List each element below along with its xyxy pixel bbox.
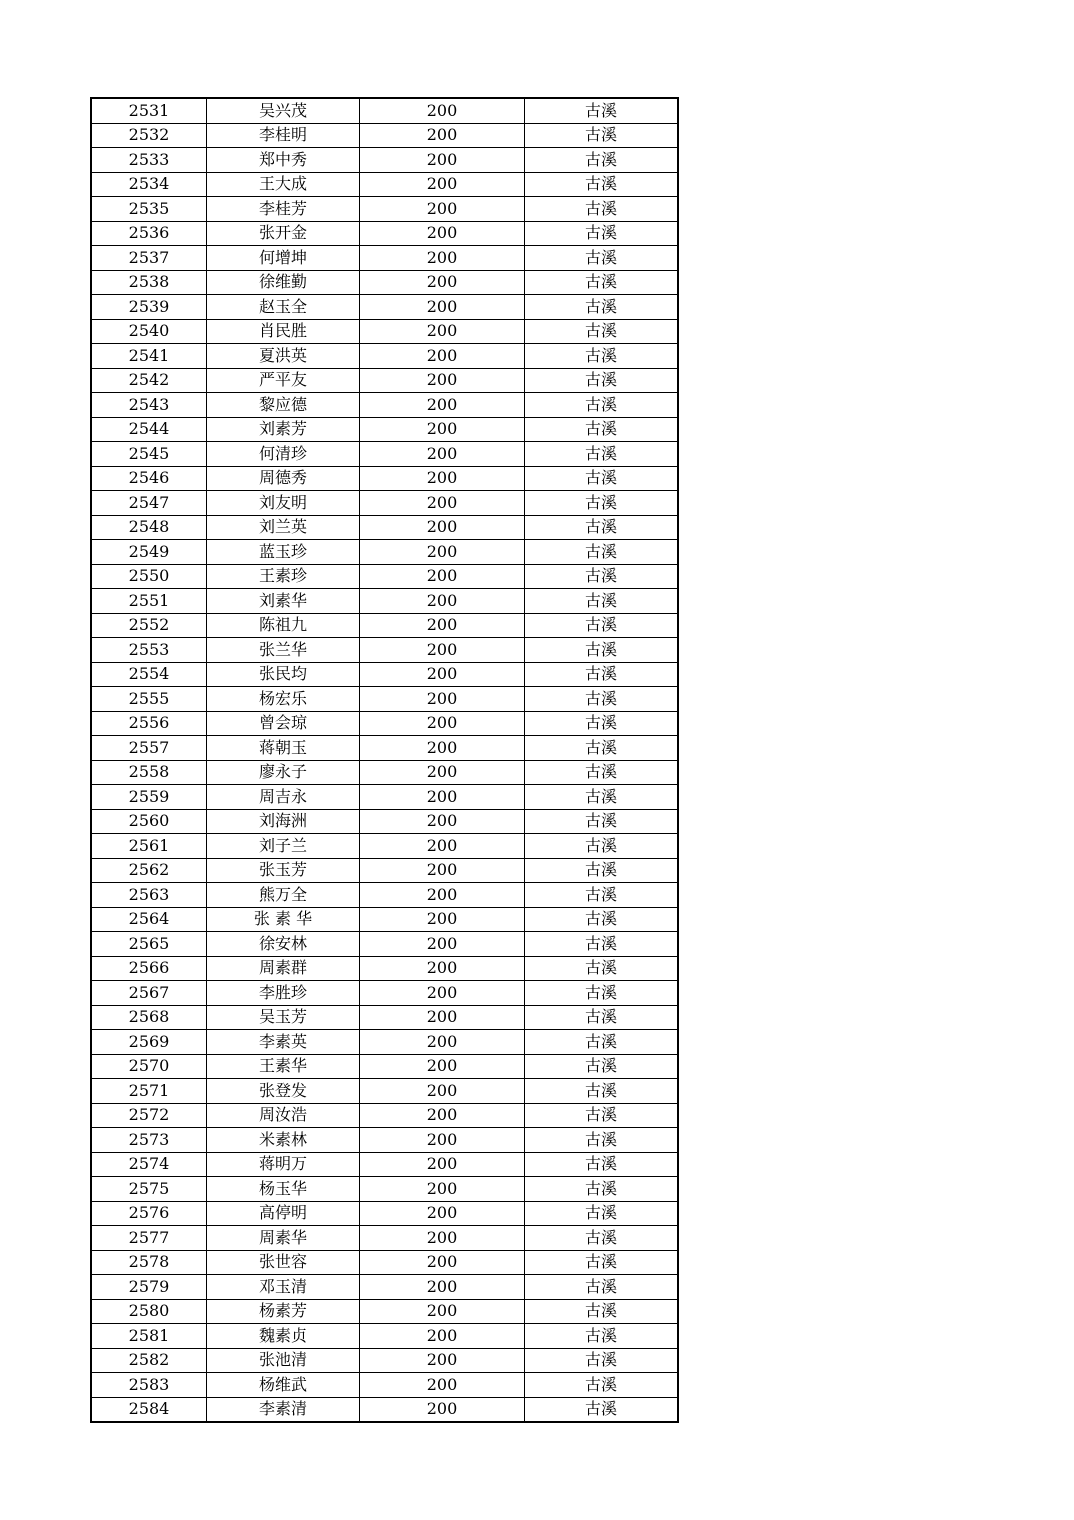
name-cell: 徐安林 xyxy=(207,932,360,957)
place-cell: 古溪 xyxy=(525,907,679,932)
row-number-cell: 2573 xyxy=(91,1128,207,1153)
row-number-cell: 2565 xyxy=(91,932,207,957)
amount-cell: 200 xyxy=(360,760,525,785)
amount-cell: 200 xyxy=(360,148,525,173)
table-body xyxy=(91,98,678,1422)
row-number-cell: 2536 xyxy=(91,221,207,246)
name-cell: 刘素芳 xyxy=(207,417,360,442)
place-cell: 古溪 xyxy=(525,148,679,173)
table-row xyxy=(91,515,678,540)
name-cell: 曾会琼 xyxy=(207,711,360,736)
place-cell: 古溪 xyxy=(525,1275,679,1300)
place-cell: 古溪 xyxy=(525,638,679,663)
amount-cell: 200 xyxy=(360,956,525,981)
table-row xyxy=(91,123,678,148)
name-cell: 刘子兰 xyxy=(207,834,360,859)
amount-cell: 200 xyxy=(360,491,525,516)
place-cell: 古溪 xyxy=(525,1226,679,1251)
amount-cell: 200 xyxy=(360,1054,525,1079)
table-row xyxy=(91,662,678,687)
amount-cell: 200 xyxy=(360,1324,525,1349)
name-cell: 杨玉华 xyxy=(207,1177,360,1202)
name-cell: 徐维勤 xyxy=(207,270,360,295)
place-cell: 古溪 xyxy=(525,1030,679,1055)
row-number-cell: 2554 xyxy=(91,662,207,687)
row-number-cell: 2542 xyxy=(91,368,207,393)
table-row xyxy=(91,687,678,712)
amount-cell: 200 xyxy=(360,344,525,369)
place-cell: 古溪 xyxy=(525,711,679,736)
table-row xyxy=(91,417,678,442)
place-cell: 古溪 xyxy=(525,858,679,883)
place-cell: 古溪 xyxy=(525,1201,679,1226)
amount-cell: 200 xyxy=(360,515,525,540)
place-cell: 古溪 xyxy=(525,393,679,418)
row-number-cell: 2552 xyxy=(91,613,207,638)
row-number-cell: 2571 xyxy=(91,1079,207,1104)
name-cell: 刘兰英 xyxy=(207,515,360,540)
amount-cell: 200 xyxy=(360,466,525,491)
name-cell: 周吉永 xyxy=(207,785,360,810)
place-cell: 古溪 xyxy=(525,1103,679,1128)
amount-cell: 200 xyxy=(360,1397,525,1422)
name-cell: 张世容 xyxy=(207,1250,360,1275)
table-row xyxy=(91,1373,678,1398)
table-row xyxy=(91,540,678,565)
name-cell: 魏素贞 xyxy=(207,1324,360,1349)
place-cell: 古溪 xyxy=(525,687,679,712)
table-row xyxy=(91,1324,678,1349)
amount-cell: 200 xyxy=(360,1128,525,1153)
name-cell: 蒋朝玉 xyxy=(207,736,360,761)
row-number-cell: 2549 xyxy=(91,540,207,565)
place-cell: 古溪 xyxy=(525,466,679,491)
row-number-cell: 2575 xyxy=(91,1177,207,1202)
place-cell: 古溪 xyxy=(525,1299,679,1324)
row-number-cell: 2569 xyxy=(91,1030,207,1055)
name-cell: 周汝浩 xyxy=(207,1103,360,1128)
name-cell: 米素林 xyxy=(207,1128,360,1153)
place-cell: 古溪 xyxy=(525,1348,679,1373)
table-row xyxy=(91,932,678,957)
row-number-cell: 2531 xyxy=(91,98,207,123)
row-number-cell: 2538 xyxy=(91,270,207,295)
row-number-cell: 2541 xyxy=(91,344,207,369)
amount-cell: 200 xyxy=(360,589,525,614)
amount-cell: 200 xyxy=(360,1250,525,1275)
name-cell: 吴玉芳 xyxy=(207,1005,360,1030)
table-row xyxy=(91,760,678,785)
amount-cell: 200 xyxy=(360,1103,525,1128)
amount-cell: 200 xyxy=(360,1373,525,1398)
amount-cell: 200 xyxy=(360,1226,525,1251)
table-row xyxy=(91,1250,678,1275)
row-number-cell: 2561 xyxy=(91,834,207,859)
row-number-cell: 2574 xyxy=(91,1152,207,1177)
table-row xyxy=(91,1054,678,1079)
name-cell: 李桂芳 xyxy=(207,197,360,222)
table-row xyxy=(91,491,678,516)
table-row xyxy=(91,466,678,491)
row-number-cell: 2568 xyxy=(91,1005,207,1030)
table-row xyxy=(91,98,678,123)
place-cell: 古溪 xyxy=(525,1054,679,1079)
row-number-cell: 2579 xyxy=(91,1275,207,1300)
table-row xyxy=(91,148,678,173)
row-number-cell: 2581 xyxy=(91,1324,207,1349)
place-cell: 古溪 xyxy=(525,270,679,295)
amount-cell: 200 xyxy=(360,98,525,123)
place-cell: 古溪 xyxy=(525,1152,679,1177)
name-cell: 高停明 xyxy=(207,1201,360,1226)
table-row xyxy=(91,736,678,761)
row-number-cell: 2539 xyxy=(91,295,207,320)
amount-cell: 200 xyxy=(360,613,525,638)
row-number-cell: 2547 xyxy=(91,491,207,516)
name-cell: 张 素 华 xyxy=(207,907,360,932)
table-row xyxy=(91,172,678,197)
name-cell: 刘海洲 xyxy=(207,809,360,834)
place-cell: 古溪 xyxy=(525,1079,679,1104)
table-row xyxy=(91,1128,678,1153)
amount-cell: 200 xyxy=(360,981,525,1006)
amount-cell: 200 xyxy=(360,368,525,393)
table-row xyxy=(91,368,678,393)
place-cell: 古溪 xyxy=(525,956,679,981)
amount-cell: 200 xyxy=(360,638,525,663)
amount-cell: 200 xyxy=(360,834,525,859)
amount-cell: 200 xyxy=(360,319,525,344)
place-cell: 古溪 xyxy=(525,515,679,540)
table-row xyxy=(91,1348,678,1373)
table-row xyxy=(91,246,678,271)
row-number-cell: 2578 xyxy=(91,1250,207,1275)
row-number-cell: 2562 xyxy=(91,858,207,883)
place-cell: 古溪 xyxy=(525,98,679,123)
row-number-cell: 2543 xyxy=(91,393,207,418)
name-cell: 黎应德 xyxy=(207,393,360,418)
amount-cell: 200 xyxy=(360,1030,525,1055)
name-cell: 蓝玉珍 xyxy=(207,540,360,565)
row-number-cell: 2544 xyxy=(91,417,207,442)
name-cell: 周素华 xyxy=(207,1226,360,1251)
name-cell: 夏洪英 xyxy=(207,344,360,369)
amount-cell: 200 xyxy=(360,858,525,883)
row-number-cell: 2580 xyxy=(91,1299,207,1324)
place-cell: 古溪 xyxy=(525,662,679,687)
amount-cell: 200 xyxy=(360,932,525,957)
amount-cell: 200 xyxy=(360,442,525,467)
data-table xyxy=(90,97,679,1423)
name-cell: 张民均 xyxy=(207,662,360,687)
row-number-cell: 2566 xyxy=(91,956,207,981)
name-cell: 陈祖九 xyxy=(207,613,360,638)
row-number-cell: 2560 xyxy=(91,809,207,834)
table-row xyxy=(91,785,678,810)
place-cell: 古溪 xyxy=(525,295,679,320)
amount-cell: 200 xyxy=(360,1348,525,1373)
place-cell: 古溪 xyxy=(525,932,679,957)
place-cell: 古溪 xyxy=(525,319,679,344)
name-cell: 李桂明 xyxy=(207,123,360,148)
table-row xyxy=(91,197,678,222)
table-row xyxy=(91,981,678,1006)
row-number-cell: 2557 xyxy=(91,736,207,761)
table-row xyxy=(91,613,678,638)
place-cell: 古溪 xyxy=(525,221,679,246)
place-cell: 古溪 xyxy=(525,589,679,614)
table-row xyxy=(91,1005,678,1030)
table-row xyxy=(91,809,678,834)
row-number-cell: 2550 xyxy=(91,564,207,589)
table-row xyxy=(91,1030,678,1055)
table-row xyxy=(91,442,678,467)
amount-cell: 200 xyxy=(360,711,525,736)
name-cell: 何增坤 xyxy=(207,246,360,271)
name-cell: 赵玉全 xyxy=(207,295,360,320)
table-row xyxy=(91,221,678,246)
table-row xyxy=(91,858,678,883)
row-number-cell: 2559 xyxy=(91,785,207,810)
row-number-cell: 2572 xyxy=(91,1103,207,1128)
table-row xyxy=(91,638,678,663)
amount-cell: 200 xyxy=(360,809,525,834)
place-cell: 古溪 xyxy=(525,442,679,467)
place-cell: 古溪 xyxy=(525,246,679,271)
name-cell: 熊万全 xyxy=(207,883,360,908)
amount-cell: 200 xyxy=(360,1177,525,1202)
row-number-cell: 2546 xyxy=(91,466,207,491)
amount-cell: 200 xyxy=(360,687,525,712)
name-cell: 张开金 xyxy=(207,221,360,246)
name-cell: 肖民胜 xyxy=(207,319,360,344)
amount-cell: 200 xyxy=(360,393,525,418)
name-cell: 蒋明万 xyxy=(207,1152,360,1177)
place-cell: 古溪 xyxy=(525,834,679,859)
name-cell: 周素群 xyxy=(207,956,360,981)
table-row xyxy=(91,1226,678,1251)
table-row xyxy=(91,319,678,344)
name-cell: 张池清 xyxy=(207,1348,360,1373)
amount-cell: 200 xyxy=(360,123,525,148)
name-cell: 张玉芳 xyxy=(207,858,360,883)
table-row xyxy=(91,711,678,736)
amount-cell: 200 xyxy=(360,246,525,271)
row-number-cell: 2533 xyxy=(91,148,207,173)
place-cell: 古溪 xyxy=(525,172,679,197)
row-number-cell: 2576 xyxy=(91,1201,207,1226)
place-cell: 古溪 xyxy=(525,123,679,148)
amount-cell: 200 xyxy=(360,564,525,589)
amount-cell: 200 xyxy=(360,270,525,295)
place-cell: 古溪 xyxy=(525,785,679,810)
table-row xyxy=(91,1079,678,1104)
table-row xyxy=(91,589,678,614)
name-cell: 张登发 xyxy=(207,1079,360,1104)
amount-cell: 200 xyxy=(360,1201,525,1226)
amount-cell: 200 xyxy=(360,1299,525,1324)
amount-cell: 200 xyxy=(360,1005,525,1030)
table-row xyxy=(91,1201,678,1226)
row-number-cell: 2555 xyxy=(91,687,207,712)
table-row xyxy=(91,956,678,981)
place-cell: 古溪 xyxy=(525,981,679,1006)
table-row xyxy=(91,344,678,369)
name-cell: 邓玉清 xyxy=(207,1275,360,1300)
row-number-cell: 2553 xyxy=(91,638,207,663)
amount-cell: 200 xyxy=(360,295,525,320)
amount-cell: 200 xyxy=(360,417,525,442)
amount-cell: 200 xyxy=(360,736,525,761)
name-cell: 杨维武 xyxy=(207,1373,360,1398)
name-cell: 周德秀 xyxy=(207,466,360,491)
amount-cell: 200 xyxy=(360,1079,525,1104)
table-row xyxy=(91,1275,678,1300)
amount-cell: 200 xyxy=(360,221,525,246)
name-cell: 王大成 xyxy=(207,172,360,197)
place-cell: 古溪 xyxy=(525,564,679,589)
table-row xyxy=(91,295,678,320)
table-row xyxy=(91,834,678,859)
table-row xyxy=(91,1103,678,1128)
name-cell: 严平友 xyxy=(207,368,360,393)
name-cell: 李素清 xyxy=(207,1397,360,1422)
row-number-cell: 2577 xyxy=(91,1226,207,1251)
place-cell: 古溪 xyxy=(525,417,679,442)
table-row xyxy=(91,1152,678,1177)
amount-cell: 200 xyxy=(360,172,525,197)
row-number-cell: 2563 xyxy=(91,883,207,908)
row-number-cell: 2558 xyxy=(91,760,207,785)
place-cell: 古溪 xyxy=(525,1250,679,1275)
amount-cell: 200 xyxy=(360,540,525,565)
row-number-cell: 2564 xyxy=(91,907,207,932)
row-number-cell: 2540 xyxy=(91,319,207,344)
place-cell: 古溪 xyxy=(525,197,679,222)
row-number-cell: 2534 xyxy=(91,172,207,197)
name-cell: 李素英 xyxy=(207,1030,360,1055)
row-number-cell: 2570 xyxy=(91,1054,207,1079)
table-row xyxy=(91,907,678,932)
row-number-cell: 2567 xyxy=(91,981,207,1006)
amount-cell: 200 xyxy=(360,907,525,932)
name-cell: 廖永子 xyxy=(207,760,360,785)
amount-cell: 200 xyxy=(360,785,525,810)
row-number-cell: 2545 xyxy=(91,442,207,467)
name-cell: 张兰华 xyxy=(207,638,360,663)
table-row xyxy=(91,393,678,418)
row-number-cell: 2584 xyxy=(91,1397,207,1422)
row-number-cell: 2551 xyxy=(91,589,207,614)
name-cell: 杨素芳 xyxy=(207,1299,360,1324)
row-number-cell: 2556 xyxy=(91,711,207,736)
row-number-cell: 2537 xyxy=(91,246,207,271)
name-cell: 王素珍 xyxy=(207,564,360,589)
table-row xyxy=(91,1397,678,1422)
place-cell: 古溪 xyxy=(525,1324,679,1349)
row-number-cell: 2548 xyxy=(91,515,207,540)
name-cell: 刘友明 xyxy=(207,491,360,516)
amount-cell: 200 xyxy=(360,1152,525,1177)
name-cell: 李胜珍 xyxy=(207,981,360,1006)
row-number-cell: 2582 xyxy=(91,1348,207,1373)
place-cell: 古溪 xyxy=(525,491,679,516)
place-cell: 古溪 xyxy=(525,760,679,785)
table-row xyxy=(91,1177,678,1202)
amount-cell: 200 xyxy=(360,883,525,908)
row-number-cell: 2532 xyxy=(91,123,207,148)
table-row xyxy=(91,270,678,295)
amount-cell: 200 xyxy=(360,662,525,687)
place-cell: 古溪 xyxy=(525,1128,679,1153)
table-row xyxy=(91,564,678,589)
place-cell: 古溪 xyxy=(525,1397,679,1422)
table-row xyxy=(91,883,678,908)
place-cell: 古溪 xyxy=(525,736,679,761)
place-cell: 古溪 xyxy=(525,540,679,565)
name-cell: 刘素华 xyxy=(207,589,360,614)
amount-cell: 200 xyxy=(360,1275,525,1300)
place-cell: 古溪 xyxy=(525,1177,679,1202)
place-cell: 古溪 xyxy=(525,613,679,638)
row-number-cell: 2583 xyxy=(91,1373,207,1398)
name-cell: 杨宏乐 xyxy=(207,687,360,712)
amount-cell: 200 xyxy=(360,197,525,222)
name-cell: 郑中秀 xyxy=(207,148,360,173)
place-cell: 古溪 xyxy=(525,344,679,369)
place-cell: 古溪 xyxy=(525,809,679,834)
place-cell: 古溪 xyxy=(525,1373,679,1398)
place-cell: 古溪 xyxy=(525,883,679,908)
row-number-cell: 2535 xyxy=(91,197,207,222)
table-row xyxy=(91,1299,678,1324)
place-cell: 古溪 xyxy=(525,368,679,393)
name-cell: 吴兴茂 xyxy=(207,98,360,123)
name-cell: 王素华 xyxy=(207,1054,360,1079)
place-cell: 古溪 xyxy=(525,1005,679,1030)
name-cell: 何清珍 xyxy=(207,442,360,467)
